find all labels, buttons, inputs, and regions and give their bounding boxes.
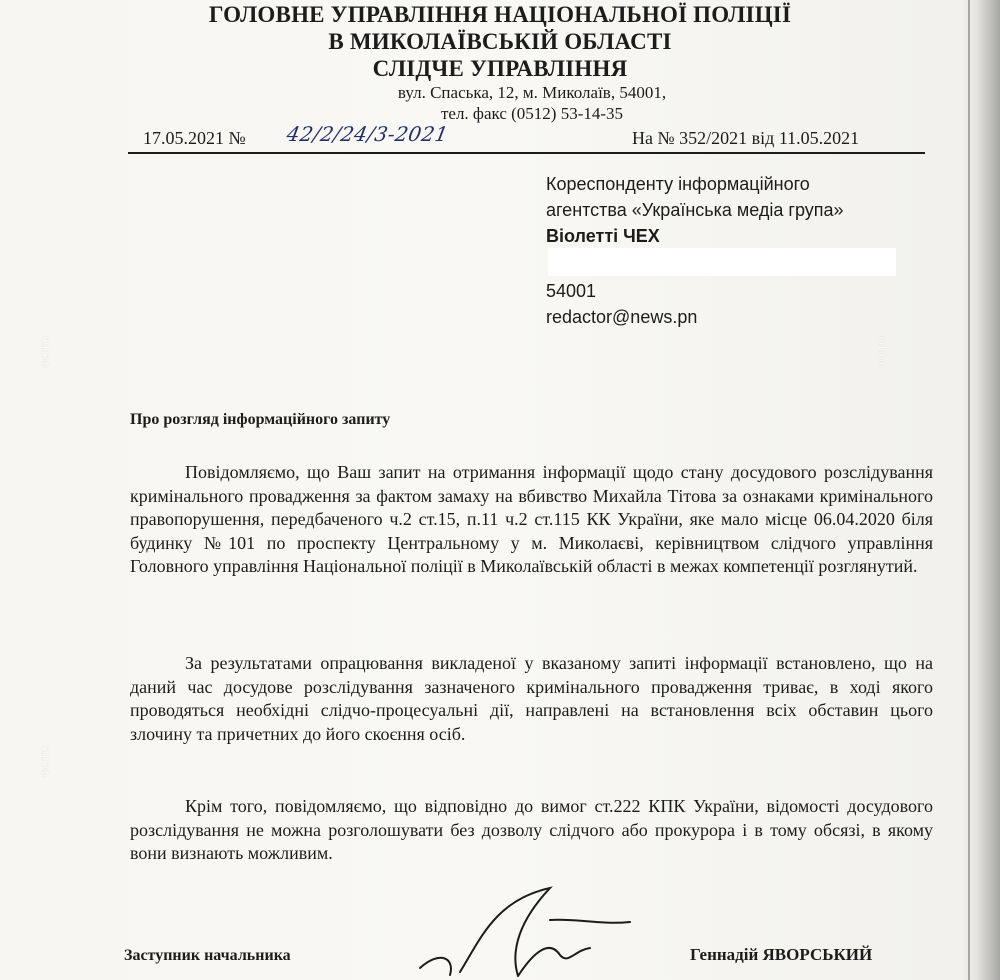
body-paragraph-3: Крім того, повідомляємо, що відповідно до вимог ст.222 КПК України, відомості досудового розслідування не можна розголошувати без дозволу слідчого або прокурора і в тому обсязі, в якому вони визнають можливим. — [130, 796, 933, 863]
body-paragraph-2: За результатами опрацювання викладеної у вказаному запиті інформації встановлено, що на даний час досудове розслідування зазначеного кримінального провадження триває, в ході якого проводяться необхідні слідчо-процесуальні дії, направлені на встановлення всіх обставин цього злочину та причетних до його скоєння осіб. — [130, 653, 933, 744]
incoming-reference: На № 352/2021 від 11.05.2021 — [632, 128, 860, 148]
watermark-left-lower: ФОТО — [39, 745, 52, 777]
recipient-postcode: 54001 — [546, 281, 597, 301]
body-paragraph-1: Повідомляємо, що Ваш запит на отримання інформації щодо стану досудового розслідування кримінального провадження за фактом замаху на вбивство Михайла Тітова за ознаками кримінального правопорушення, передбаченого ч.2 ст.15, п.11 ч.2 ст.115 КК України, яке мало місце 06.04.2020 біля будинку №101 по проспекту Центральному у м. Миколаєві, керівництвом слідчого управління Головного управління Національної поліції в Миколаївській області в межах компетенції розглянутий. — [130, 462, 933, 576]
watermark-right: ФОТО — [875, 336, 888, 368]
org-address: вул. Спаська, 12, м. Миколаїв, 54001, — [397, 83, 667, 102]
watermark-left: ФОТО — [39, 336, 52, 368]
scan-edge-line — [968, 0, 970, 980]
header-rule — [128, 152, 925, 154]
signer-title: Заступник начальника — [124, 947, 291, 964]
recipient-line-1: Кореспонденту інформаційного — [546, 174, 810, 194]
outgoing-date: 17.05.2021 № — [143, 128, 246, 148]
redacted-address-block — [548, 248, 896, 276]
org-phone: тел. факс (0512) 53-14-35 — [440, 104, 624, 123]
handwritten-signature — [400, 880, 640, 980]
recipient-line-2: агентства «Українська медіа група» — [546, 200, 844, 220]
org-name-line-2: В МИКОЛАЇВСЬКІЙ ОБЛАСТІ — [328, 29, 672, 54]
signer-name: Геннадій ЯВОРСЬКИЙ — [690, 945, 873, 964]
letter-subject: Про розгляд інформаційного запиту — [130, 411, 391, 428]
handwritten-outgoing-number: 42/2/24/3-2021 — [284, 122, 451, 146]
org-name-line-1: ГОЛОВНЕ УПРАВЛІННЯ НАЦІОНАЛЬНОЇ ПОЛІЦІЇ — [208, 2, 792, 27]
recipient-name: Віолетті ЧЕХ — [546, 226, 660, 246]
recipient-email: redactor@news.pn — [546, 307, 698, 327]
org-department: СЛІДЧЕ УПРАВЛІННЯ — [372, 56, 628, 81]
